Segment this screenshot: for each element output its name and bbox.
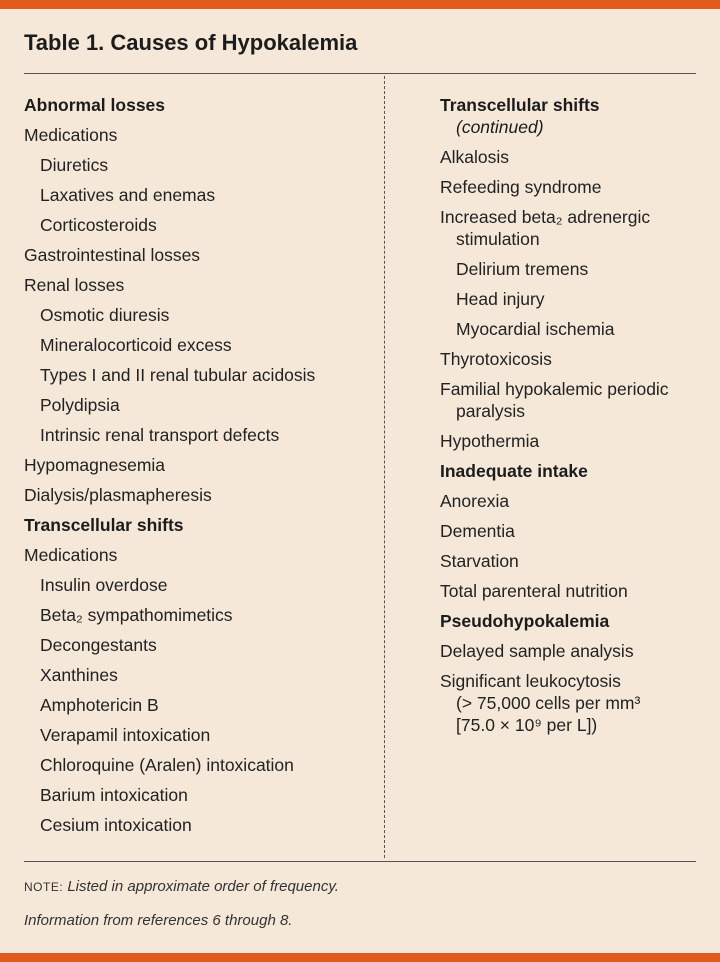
item-text: Insulin overdose: [40, 575, 168, 595]
item-text: Intrinsic renal transport defects: [40, 425, 280, 445]
item-text: Mineralocorticoid excess: [40, 335, 232, 355]
item-text: Osmotic diuresis: [40, 305, 170, 325]
item-text: Alkalosis: [440, 147, 510, 167]
item-text: Amphotericin B: [40, 695, 159, 715]
item-text: Laxatives and enemas: [40, 185, 216, 205]
footnote-note: [24, 878, 339, 895]
item-text: Hypothermia: [440, 431, 540, 451]
list-item: [24, 634, 374, 656]
section-heading: [440, 94, 710, 138]
list-item: [24, 664, 374, 686]
item-text: Medications: [24, 545, 118, 565]
list-item: [440, 640, 710, 662]
item-text: Pseudohypokalemia: [440, 611, 610, 631]
item-text: Delirium tremens: [456, 259, 589, 279]
list-item: [440, 348, 710, 370]
item-text: Barium intoxication: [40, 785, 188, 805]
item-text: Transcellular shifts: [440, 95, 600, 115]
item-text: Diuretics: [40, 155, 109, 175]
item-text: Cesium intoxication: [40, 815, 192, 835]
item-text: Transcellular shifts: [24, 515, 184, 535]
list-item: [440, 206, 710, 250]
item-text: Inadequate intake: [440, 461, 588, 481]
item-text: Corticosteroids: [40, 215, 157, 235]
item-text: Renal losses: [24, 275, 125, 295]
right-column: [440, 94, 710, 736]
list-item: [24, 124, 374, 146]
left-column: [24, 94, 374, 836]
column-divider: [384, 76, 385, 858]
footnote-label: NOTE:: [24, 880, 64, 894]
list-item: [24, 154, 374, 176]
list-item: [24, 394, 374, 416]
item-text: Starvation: [440, 551, 519, 571]
footnote-note-text: Listed in approximate order of frequency.: [67, 878, 339, 895]
item-text: Dementia: [440, 521, 515, 541]
item-text: Myocardial ischemia: [456, 319, 615, 339]
list-item: [440, 288, 710, 310]
item-text: Xanthines: [40, 665, 118, 685]
list-item: [24, 604, 374, 626]
top-accent-bar: [0, 0, 720, 9]
item-text: Polydipsia: [40, 395, 120, 415]
list-item: [440, 670, 710, 736]
item-line: paralysis: [456, 401, 526, 421]
list-item: [24, 214, 374, 236]
item-text: Verapamil intoxication: [40, 725, 211, 745]
item-line: (> 75,000 cells per mm³: [456, 693, 641, 713]
list-item: [24, 574, 374, 596]
list-item: [440, 430, 710, 452]
title-rule: [24, 73, 696, 74]
list-item: [24, 364, 374, 386]
list-item: [24, 814, 374, 836]
item-text: Gastrointestinal losses: [24, 245, 201, 265]
section-heading: [440, 610, 710, 632]
section-heading: [440, 460, 710, 482]
footer-rule: [24, 861, 696, 862]
list-item: [440, 258, 710, 280]
footnote-source: Information from references 6 through 8.: [24, 912, 293, 929]
list-item: [440, 146, 710, 168]
list-item: [440, 550, 710, 572]
item-text: Delayed sample analysis: [440, 641, 634, 661]
item-text: Types I and II renal tubular acidosis: [40, 365, 316, 385]
item-text: Anorexia: [440, 491, 510, 511]
item-text: Head injury: [456, 289, 545, 309]
item-text: Total parenteral nutrition: [440, 581, 628, 601]
list-item: [24, 424, 374, 446]
list-item: [24, 544, 374, 566]
list-item: [24, 694, 374, 716]
item-line: Significant leukocytosis: [440, 671, 621, 691]
list-item: [24, 454, 374, 476]
list-item: [440, 490, 710, 512]
item-text: Beta₂ sympathomimetics: [40, 605, 233, 625]
item-text: Dialysis/plasmapheresis: [24, 485, 212, 505]
item-text: Decongestants: [40, 635, 157, 655]
section-heading: [24, 94, 374, 116]
item-text: Abnormal losses: [24, 95, 166, 115]
list-item: [24, 784, 374, 806]
item-text: Medications: [24, 125, 118, 145]
bottom-accent-bar: [0, 953, 720, 962]
list-item: [440, 580, 710, 602]
list-item: [440, 318, 710, 340]
list-item: [440, 378, 710, 422]
list-item: [24, 754, 374, 776]
list-item: [440, 176, 710, 198]
table-title: Table 1. Causes of Hypokalemia: [24, 30, 358, 55]
list-item: [24, 484, 374, 506]
continued-label: (continued): [456, 117, 544, 137]
list-item: [24, 274, 374, 296]
list-item: [24, 334, 374, 356]
item-line: [75.0 × 10⁹ per L]): [456, 715, 598, 735]
item-text: Chloroquine (Aralen) intoxication: [40, 755, 294, 775]
section-heading: [24, 514, 374, 536]
item-text: Thyrotoxicosis: [440, 349, 552, 369]
list-item: [24, 184, 374, 206]
list-item: [24, 304, 374, 326]
item-line: Increased beta₂ adrenergic: [440, 207, 651, 227]
item-line: stimulation: [456, 229, 540, 249]
list-item: [24, 724, 374, 746]
list-item: [440, 520, 710, 542]
item-line: Familial hypokalemic periodic: [440, 379, 669, 399]
item-text: Refeeding syndrome: [440, 177, 602, 197]
item-text: Hypomagnesemia: [24, 455, 166, 475]
list-item: [24, 244, 374, 266]
